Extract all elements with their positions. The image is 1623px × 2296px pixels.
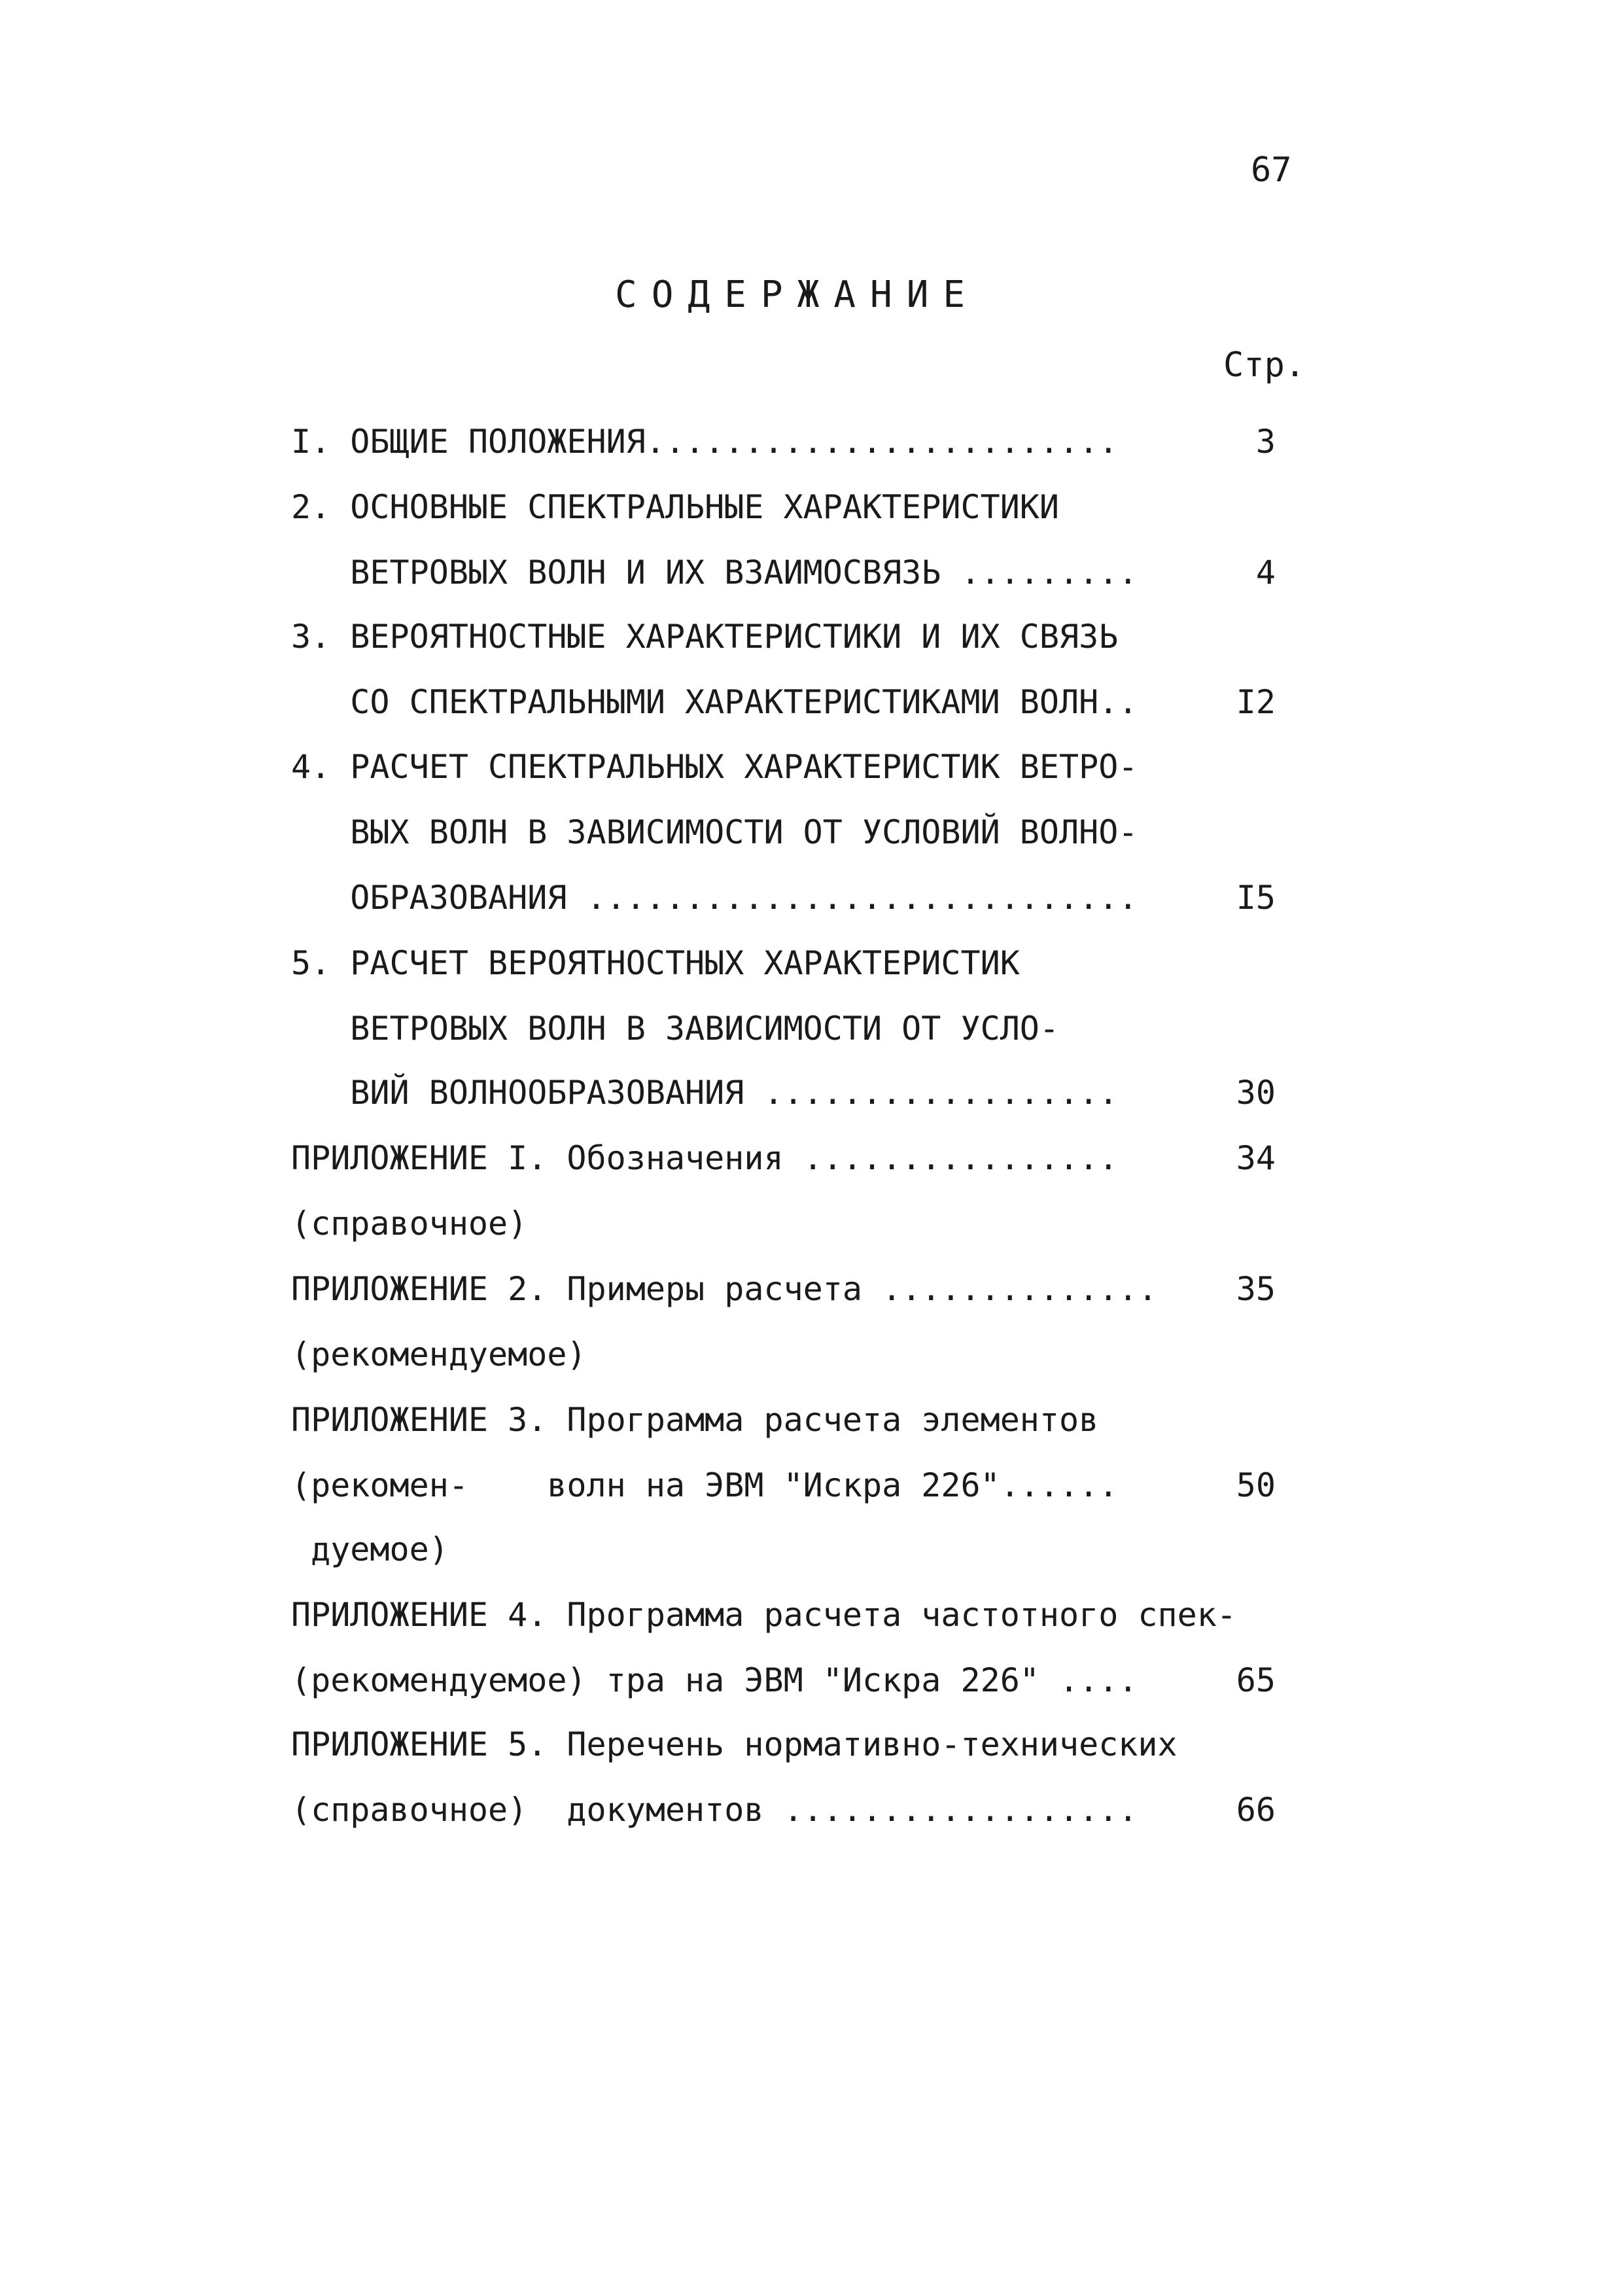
toc-line: (рекомендуемое) тра на ЭВМ "Искра 226" .... (291, 1661, 1138, 1699)
toc-line: (рекомендуемое) (291, 1335, 587, 1373)
toc-line: 3. ВЕРОЯТНОСТНЫЕ ХАРАКТЕРИСТИКИ И ИХ СВЯЗЬ (291, 618, 1119, 656)
toc-line: дуемое) (291, 1530, 449, 1568)
toc-line: ПРИЛОЖЕНИЕ 4. Программа расчета частотного спек- (291, 1596, 1236, 1634)
toc-page-number: I2 (1236, 683, 1276, 721)
toc-page-number: I5 (1236, 879, 1276, 917)
toc-page-number: 34 (1236, 1139, 1276, 1177)
toc-line: ВИЙ ВОЛНООБРАЗОВАНИЯ .................. (291, 1074, 1119, 1112)
toc-page-number: 4 (1255, 554, 1276, 592)
toc-line: ВЕТРОВЫХ ВОЛН И ИХ ВЗАИМОСВЯЗЬ ......... (291, 554, 1138, 592)
toc-line: ПРИЛОЖЕНИЕ 2. Примеры расчета .............. (291, 1270, 1158, 1308)
toc-line: (рекомен- волн на ЭВМ "Искра 226"...... (291, 1466, 1119, 1504)
toc-line: ОБРАЗОВАНИЯ ............................ (291, 879, 1138, 917)
toc-line: ВЕТРОВЫХ ВОЛН В ЗАВИСИМОСТИ ОТ УСЛО- (291, 1010, 1059, 1048)
toc-line: 5. РАСЧЕТ ВЕРОЯТНОСТНЫХ ХАРАКТЕРИСТИК (291, 944, 1020, 982)
toc-line: ВЫХ ВОЛН В ЗАВИСИМОСТИ ОТ УСЛОВИЙ ВОЛНО- (291, 813, 1138, 851)
toc-page-number: 3 (1255, 423, 1276, 461)
page-number: 67 (1251, 150, 1292, 190)
toc-page-number: 35 (1236, 1270, 1276, 1308)
toc-page-number: 50 (1236, 1466, 1276, 1504)
toc-line: (справочное) (291, 1205, 528, 1243)
toc-line: ПРИЛОЖЕНИЕ 5. Перечень нормативно-технических (291, 1725, 1178, 1763)
toc-line: 4. РАСЧЕТ СПЕКТРАЛЬНЫХ ХАРАКТЕРИСТИК ВЕТРО- (291, 748, 1138, 786)
toc-page-number: 30 (1236, 1074, 1276, 1112)
toc-line: ПРИЛОЖЕНИЕ I. Обозначения ................ (291, 1139, 1119, 1177)
toc-line: 2. ОСНОВНЫЕ СПЕКТРАЛЬНЫЕ ХАРАКТЕРИСТИКИ (291, 488, 1059, 526)
toc-page-number: 65 (1236, 1661, 1276, 1699)
page-column-label: Стр. (1223, 345, 1306, 385)
toc-line: СО СПЕКТРАЛЬНЫМИ ХАРАКТЕРИСТИКАМИ ВОЛН.. (291, 683, 1138, 721)
page-title: СОДЕРЖАНИЕ (615, 274, 980, 316)
toc-line: (справочное) документов .................. (291, 1791, 1138, 1829)
toc-line: I. ОБЩИЕ ПОЛОЖЕНИЯ........................ (291, 423, 1119, 461)
toc-page-number: 66 (1236, 1791, 1276, 1829)
toc-line: ПРИЛОЖЕНИЕ 3. Программа расчета элементов (291, 1401, 1099, 1439)
